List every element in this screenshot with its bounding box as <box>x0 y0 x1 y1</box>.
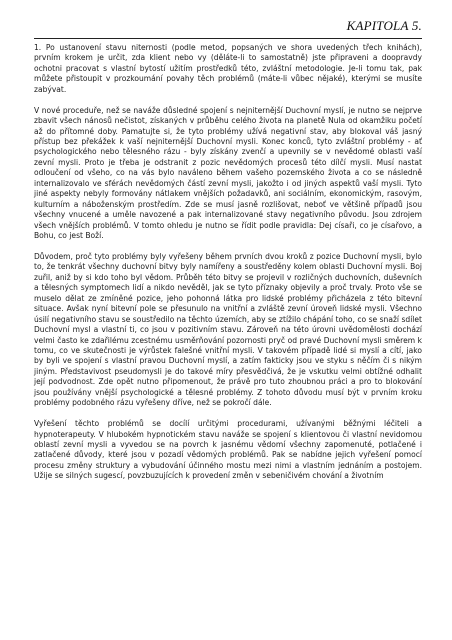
paragraph-4: Vyřešení těchto problémů se docílí určitými procedurami, užívanými běžnými léčiteli a hypnoterapeuty. V hlubokém hypnotickém stavu naváže se spojení s klientovou či vlastní nevidomou oblastí zevní mysli a vyvedou se na povrch k jasnému vědomí všechny zapomenuté, potlačené i zatlačené důvody, které jsou v pozadí vědomých problémů. Pak se nabídne jejich vyřešení pomocí procesu změny struktury a vybudování účinného mostu mezi nimi a vlastním jednáním a postojem. Užije se silných sugescí, povzbuzujících k provedení změn v sebeničivém chování a životním <box>34 419 422 481</box>
chapter-heading: KAPITOLA 5. <box>346 18 422 33</box>
paragraph-2: V nové proceduře, než se naváže důsledné spojení s nejniternější Duchovní myslí, je nutno se nejprve zbavit všech nánosů nečistot, získaných v průběhu celého života na planetě Nula od okamžiku početí až do přítomné doby. Pamatujte si, že tyto problémy užívá negativní stav, aby blokoval váš jasný přístup bez překážek k vaší nejniternější Duchovní mysli. Konec konců, tyto zvláštní problémy - ať psychologického nebo tělesného rázu - byly získány zvenčí a upevnily se v nevědomé oblasti vaší zevní mysli. Proto je třeba je odstranit z pozic nevědomých procesů této dílčí mysli. Musí nastat odloučení od všeho, co na vás bylo naváleno během vašeho pozemského života a co se následně internalizovalo ve sférách nevědomých částí zevní mysli, jakožto i od jiných aspektů vaší mysli. Tyto jiné aspekty nebyly formovány nátlakem vnějších požadavků, ani sociálním, ekonomickým, rasovým, kulturním a náboženským prostředím. Zde se musí jasně rozlišovat, neboť ve většině případů jsou všechny vnucené a uměle navozené a pak internalizované stavy negativního původu. Jsou zdrojem všech vnějších problémů. V tomto ohledu je nutno se řídit podle pravidla: Dej císaři, co je císařovo, a Bohu, co jest Boží. <box>34 105 422 241</box>
paragraph-3: Důvodem, proč tyto problémy byly vyřešeny během prvních dvou kroků z pozice Duchovní mysli, bylo to, že tenkrát všechny duchovní bitvy byly namířeny a soustředěny kolem oblasti Duchovní mysli. Boj zuřil, aniž by si kdo toho byl vědom. Průběh této bitvy se projevil v rozličných duchovních, duševních a tělesných symptomech lidí a nikdo nevěděl, jak se tyto příznaky objevily a proč trvaly. Proto vše se muselo dělat ze zmíněné pozice, jeho pohonná látka pro lidské problémy přicházela z této bitevní situace. Avšak nyní bitevní pole se přesunulo na vnitřní a zvláště zevní úroveň lidské mysli. Všechno úsilí negativního stavu se soustředilo na těchto územích, aby se ztížilo chápání toho, co se snaží sdílet Duchovní mysl a vlastní ti, co jsou v pozitivním stavu. Zároveň na této úrovni uvědomělosti dochází velmi často ke zdařilému zcestnému usměrňování pozornosti pryč od pravé Duchovní mysli směrem k tomu, co ve skutečnosti je výrůstek falešné vnitřní mysli. V takovém případě lidé si myslí a cítí, jako by byli ve spojení s vlastní pravou Duchovní myslí, a zatím fakticky jsou ve styku s něčím či s nikým jiným. Představivost pseudomysli je do takové míry přesvědčivá, že je vskutku velmi obtížné odhalit její podvodnost. Zde opět nutno připomenout, že právě pro tuto zhoubnou práci a pro to blokování jsou používány vnější psychologické a tělesné problémy. Z tohoto důvodu musí být v prvním kroku problémy podobného rázu vyřešeny dříve, než se pokročí dále. <box>34 251 422 408</box>
paragraph-1: 1. Po ustanovení stavu niternosti (podle metod, popsaných ve shora uvedených třech knihách), prvním krokem je určit, zda klient nebo vy (děláte-li to samostatně) jste připraveni a doopravdy ochotni pracovat s vlastní bytostí užitím prostředků této, zvláštní metodologie. Je-li tomu tak, pak můžete přistoupit v prozkoumání povahy těch problémů (máte-li vůbec nějaké), kterými se musíte zabývat. <box>34 43 422 94</box>
body-text <box>34 43 422 632</box>
header-rule <box>34 38 422 39</box>
